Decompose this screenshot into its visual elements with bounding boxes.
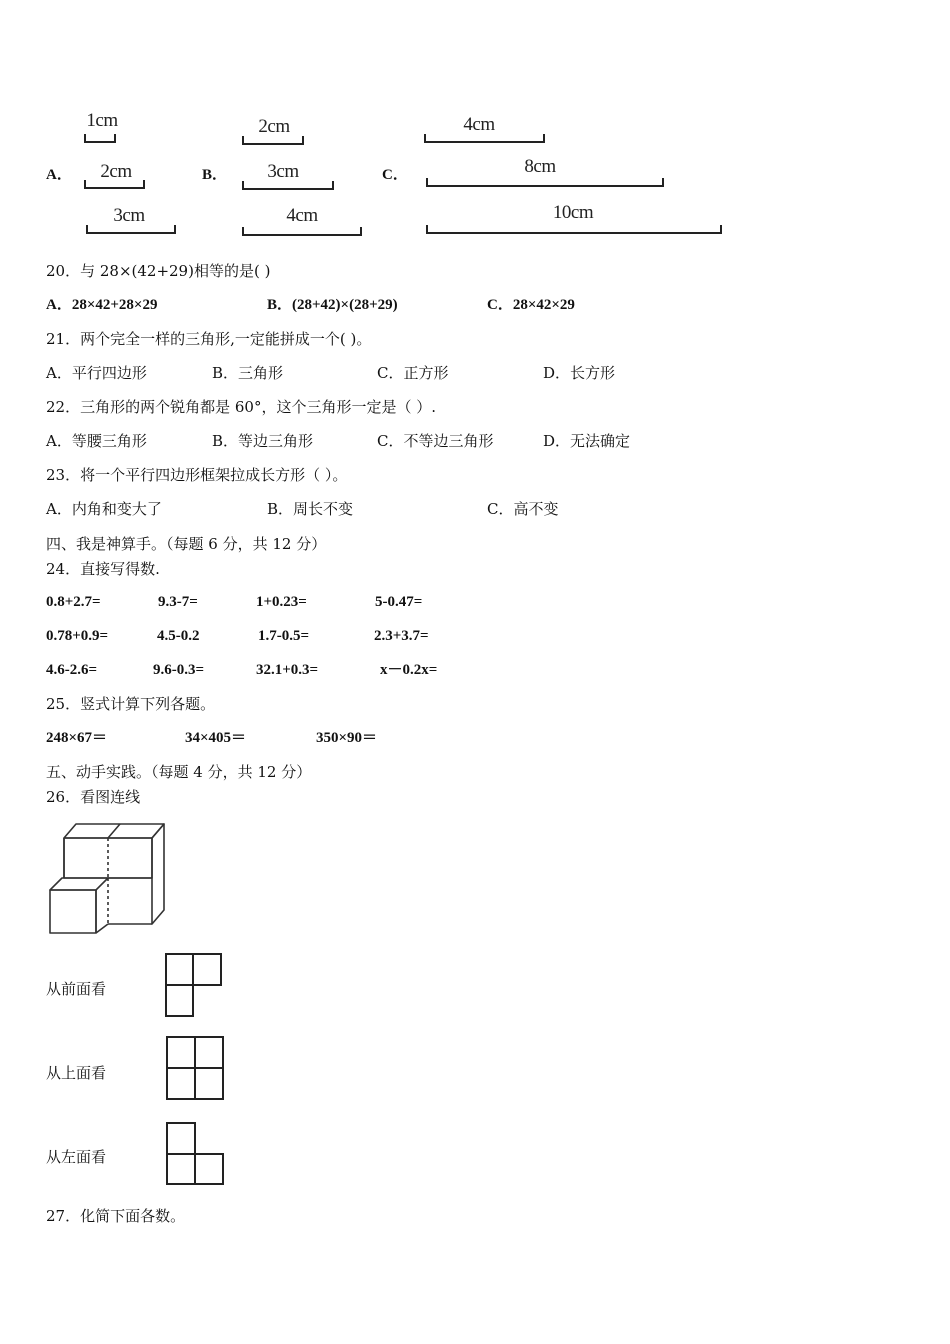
q23-option-c[interactable]: C．高不变 <box>487 500 559 518</box>
option-b-label: B． <box>202 167 228 183</box>
section-4-title: 四、我是神算手。（每题 6 分，共 12 分） <box>46 535 327 553</box>
section-5-title: 五、动手实践。（每题 4 分，共 12 分） <box>46 763 312 781</box>
calc-item: 5-0.47= <box>375 594 423 610</box>
q21-option-c[interactable]: C．正方形 <box>377 364 449 382</box>
calc-item: 9.6-0.3= <box>153 662 205 678</box>
question-25-stem: 25．竖式计算下列各题。 <box>46 695 216 713</box>
question-26-stem: 26．看图连线 <box>46 788 141 806</box>
segment-label: 4cm <box>463 114 495 135</box>
q23-option-a[interactable]: A．内角和变大了 <box>46 500 162 518</box>
segment-label: 3cm <box>267 161 299 182</box>
line-segment <box>424 134 545 143</box>
top-view-shape[interactable] <box>164 1035 226 1101</box>
q20-option-c[interactable]: C．28×42×29 <box>487 297 575 313</box>
line-segment <box>426 178 664 187</box>
question-20-stem: 20．与 28×(42+29)相等的是( ) <box>46 262 271 280</box>
segment-label: 2cm <box>100 161 132 182</box>
q22-option-a[interactable]: A．等腰三角形 <box>46 432 147 450</box>
segment-label: 4cm <box>286 205 318 226</box>
calc-item: x－0.2x= <box>380 662 438 678</box>
calc-item: 4.6-2.6= <box>46 662 98 678</box>
line-segment <box>242 181 334 190</box>
cube-stack-figure <box>44 818 164 938</box>
segment-label: 10cm <box>552 202 594 223</box>
calc-item: 1+0.23= <box>256 594 307 610</box>
view-label-front[interactable]: 从前面看 <box>46 980 107 998</box>
segment-label: 1cm <box>86 110 118 131</box>
q22-option-c[interactable]: C．不等边三角形 <box>377 432 494 450</box>
option-c-label: C． <box>382 167 408 183</box>
question-24-stem: 24．直接写得数. <box>46 560 160 578</box>
line-segment <box>242 227 362 236</box>
calc-item: 1.7-0.5= <box>258 628 310 644</box>
segment-label: 2cm <box>258 116 290 137</box>
option-a-label: A． <box>46 167 72 183</box>
view-label-left[interactable]: 从左面看 <box>46 1148 107 1166</box>
calc-item: 248×67＝ <box>46 730 108 746</box>
calc-item: 34×405＝ <box>185 730 247 746</box>
view-label-top[interactable]: 从上面看 <box>46 1064 107 1082</box>
calc-item: 0.8+2.7= <box>46 594 101 610</box>
calc-item: 2.3+3.7= <box>374 628 429 644</box>
q22-option-b[interactable]: B．等边三角形 <box>212 432 314 450</box>
question-27-stem: 27．化简下面各数。 <box>46 1207 186 1225</box>
q20-option-a[interactable]: A．28×42+28×29 <box>46 297 158 313</box>
q20-option-b[interactable]: B．(28+42)×(28+29) <box>267 297 398 313</box>
q21-option-b[interactable]: B．三角形 <box>212 364 284 382</box>
calc-item: 0.78+0.9= <box>46 628 109 644</box>
segment-label: 3cm <box>113 205 145 226</box>
calc-item: 4.5-0.2 <box>157 628 200 644</box>
front-view-shape[interactable] <box>164 952 224 1018</box>
calc-item: 350×90＝ <box>316 730 378 746</box>
q22-option-d[interactable]: D．无法确定 <box>543 432 631 450</box>
line-segment <box>84 180 145 189</box>
q21-option-a[interactable]: A．平行四边形 <box>46 364 147 382</box>
q21-option-d[interactable]: D．长方形 <box>543 364 616 382</box>
line-segment <box>86 225 176 234</box>
calc-item: 32.1+0.3= <box>256 662 319 678</box>
q23-option-b[interactable]: B．周长不变 <box>267 500 354 518</box>
question-22-stem: 22．三角形的两个锐角都是 60°，这个三角形一定是（ ）. <box>46 398 436 416</box>
question-21-stem: 21．两个完全一样的三角形,一定能拼成一个( )。 <box>46 330 372 348</box>
left-view-shape[interactable] <box>164 1120 226 1186</box>
segment-label: 8cm <box>524 156 556 177</box>
line-segment <box>84 134 116 143</box>
line-segment <box>242 136 304 145</box>
calc-item: 9.3-7= <box>158 594 198 610</box>
line-segment <box>426 225 722 234</box>
question-23-stem: 23．将一个平行四边形框架拉成长方形（ ）。 <box>46 466 348 484</box>
